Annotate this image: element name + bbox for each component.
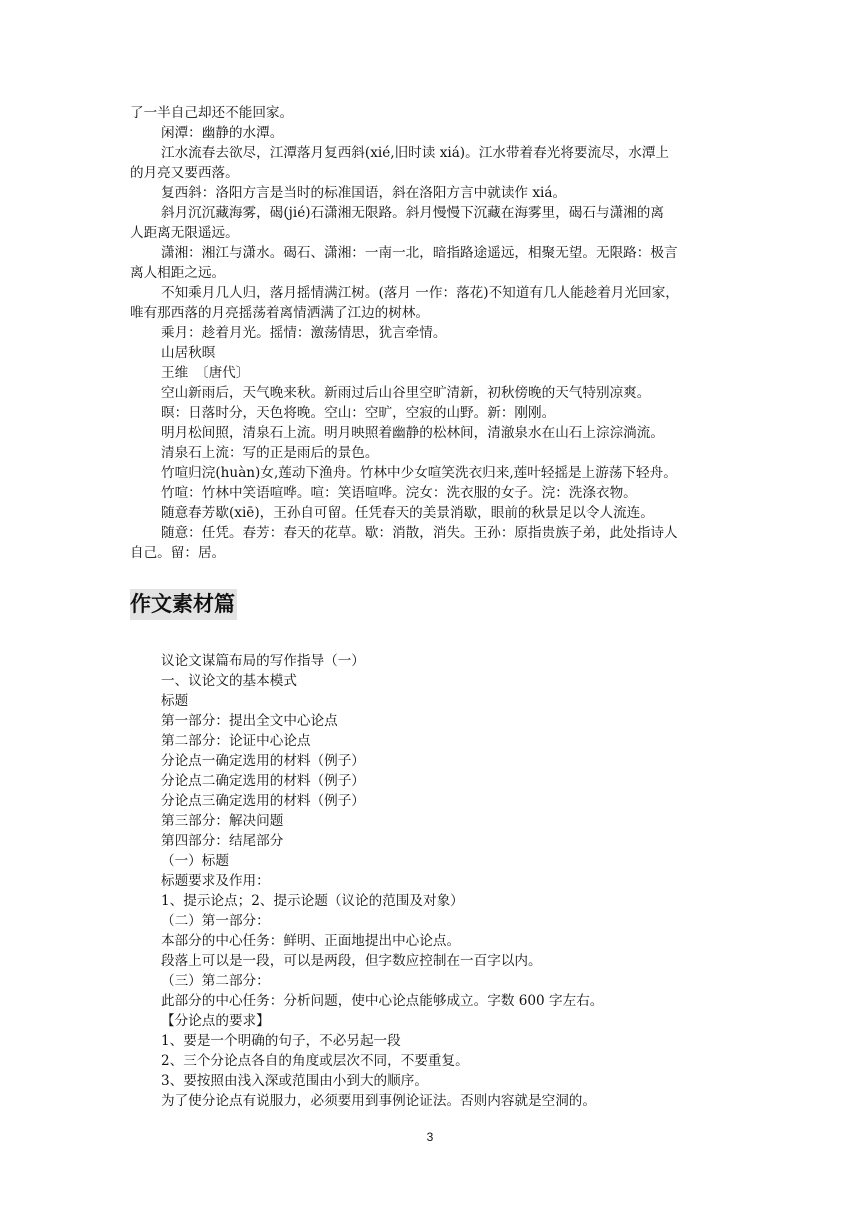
text-line: 空山新雨后，天气晚来秋。新雨过后山谷里空旷清新，初秋傍晚的天气特别凉爽。 xyxy=(161,385,651,401)
text-line: 标题 xyxy=(161,693,189,709)
text-line: 人距离无限遥远。 xyxy=(130,225,239,241)
text-line: 竹喧归浣(huàn)女,莲动下渔舟。竹林中少女喧笑洗衣归来,莲叶轻摇是上游荡下轻舟。 xyxy=(161,465,677,481)
text-line: 明月松间照，清泉石上流。明月映照着幽静的松林间，清澈泉水在山石上淙淙淌流。 xyxy=(161,425,664,441)
text-line: 了一半自己却还不能回家。 xyxy=(130,105,294,121)
text-line: 王维 〔唐代〕 xyxy=(161,365,250,381)
text-line: （二）第一部分： xyxy=(161,913,270,929)
text-line: 斜月沉沉藏海雾，碣(jié)石潇湘无限路。斜月慢慢下沉藏在海雾里，碣石与潇湘的离 xyxy=(161,205,664,221)
text-line: 分论点一确定选用的材料（例子） xyxy=(161,753,365,769)
text-line: 自己。留：居。 xyxy=(130,545,226,561)
text-line: 第三部分：解决问题 xyxy=(161,813,284,829)
text-line: 第一部分：提出全文中心论点 xyxy=(161,713,338,729)
text-line: 分论点二确定选用的材料（例子） xyxy=(161,773,365,789)
text-line: 复西斜：洛阳方言是当时的标准国语，斜在洛阳方言中就读作 xiá。 xyxy=(161,185,567,201)
text-line: 随意：任凭。春芳：春天的花草。歇：消散，消失。王孙：原指贵族子弟，此处指诗人 xyxy=(161,525,678,541)
text-line: 【分论点的要求】 xyxy=(161,1013,270,1029)
text-line: 标题要求及作用： xyxy=(161,873,270,889)
text-line: 离人相距之远。 xyxy=(130,265,226,281)
text-line: 此部分的中心任务：分析问题，使中心论点能够成立。字数 600 字左右。 xyxy=(161,993,604,1009)
text-line: 随意春芳歇(xiē)，王孙自可留。任凭春天的美景消歇，眼前的秋景足以令人流连。 xyxy=(161,505,654,521)
text-line: （三）第二部分： xyxy=(161,973,270,989)
text-line: 3、要按照由浅入深或范围由小到大的顺序。 xyxy=(161,1073,428,1089)
text-line: 山居秋暝 xyxy=(161,345,216,361)
text-line: 第二部分：论证中心论点 xyxy=(161,733,311,749)
text-line: 2、三个分论点各自的角度或层次不同，不要重复。 xyxy=(161,1053,469,1069)
text-line: 一、议论文的基本模式 xyxy=(161,673,297,689)
essay-guide-section xyxy=(130,651,740,1111)
text-line: 江水流春去欲尽，江潭落月复西斜(xié,旧时读 xiá)。江水带着春光将要流尽，水潭上 xyxy=(161,145,670,161)
text-line: （一）标题 xyxy=(161,853,229,869)
text-line: 闲潭：幽静的水潭。 xyxy=(161,125,284,141)
text-line: 1、要是一个明确的句子，不必另起一段 xyxy=(161,1033,401,1049)
section-heading: 作文素材篇 xyxy=(130,589,237,620)
text-line: 竹喧：竹林中笑语喧哗。喧：笑语喧哗。浣女：洗衣服的女子。浣：洗涤衣物。 xyxy=(161,485,637,501)
text-line: 本部分的中心任务：鲜明、正面地提出中心论点。 xyxy=(161,933,461,949)
text-line: 乘月：趁着月光。摇情：激荡情思，犹言牵情。 xyxy=(161,325,447,341)
text-line: 清泉石上流：写的正是雨后的景色。 xyxy=(161,445,379,461)
text-line: 1、提示论点；2、提示论题（议论的范围及对象） xyxy=(161,893,464,909)
page-number: 3 xyxy=(426,1130,434,1144)
text-line: 分论点三确定选用的材料（例子） xyxy=(161,793,365,809)
text-line: 不知乘月几人归，落月摇情满江树。(落月 一作：落花)不知道有几人能趁着月光回家， xyxy=(161,285,679,301)
text-line: 为了使分论点有说服力，必须要用到事例论证法。否则内容就是空洞的。 xyxy=(161,1093,596,1109)
text-line: 第四部分：结尾部分 xyxy=(161,833,284,849)
text-line: 的月亮又要西落。 xyxy=(130,165,239,181)
text-line: 唯有那西落的月亮摇荡着离情洒满了江边的树林。 xyxy=(130,305,430,321)
text-line: 暝：日落时分，天色将晚。空山：空旷，空寂的山野。新：刚刚。 xyxy=(161,405,556,421)
text-line: 段落上可以是一段，可以是两段，但字数应控制在一百字以内。 xyxy=(161,953,542,969)
text-line: 议论文谋篇布局的写作指导（一） xyxy=(161,653,365,669)
text-line: 潇湘：湘江与潇水。碣石、潇湘：一南一北，暗指路途遥远，相聚无望。无限路：极言 xyxy=(161,245,678,261)
poem-annotation-section xyxy=(130,103,740,563)
